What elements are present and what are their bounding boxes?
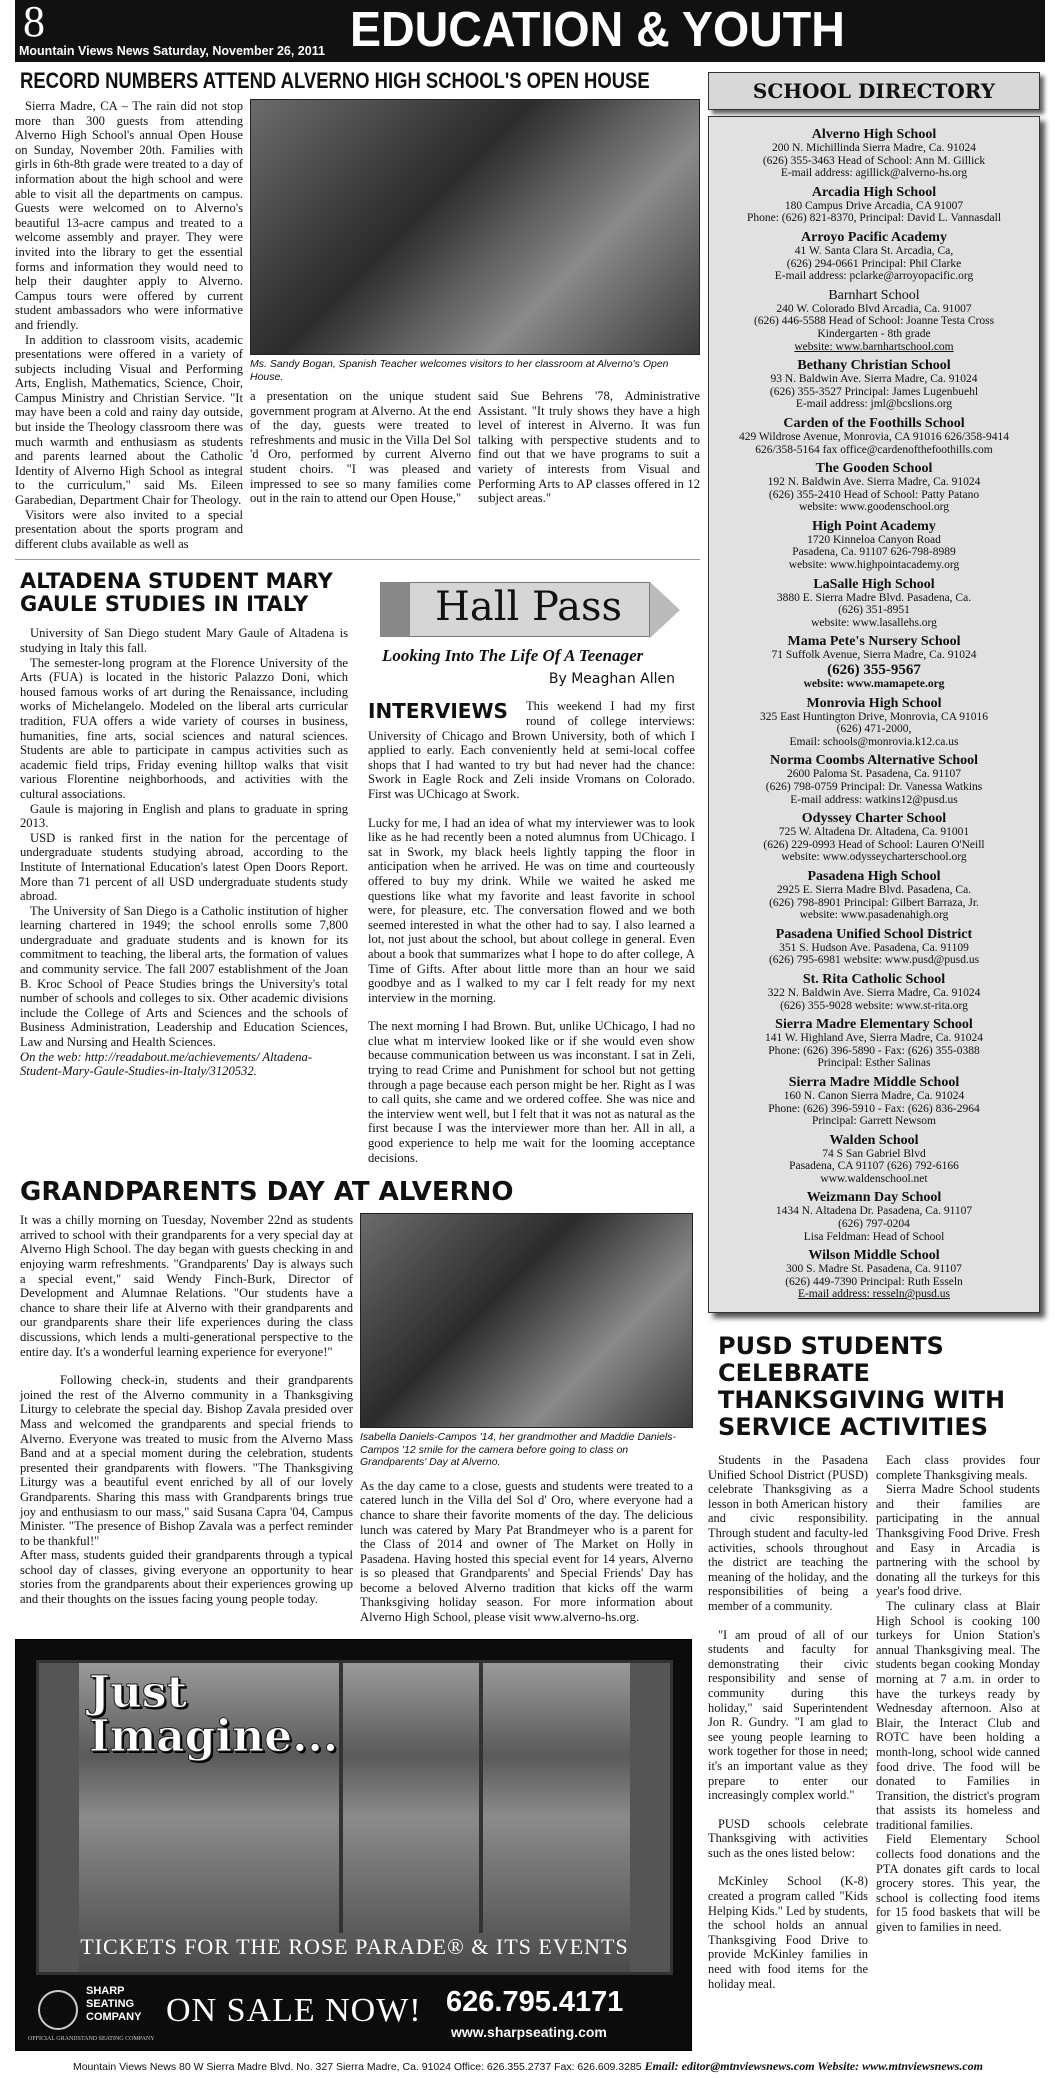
school-detail: 3880 E. Sierra Madre Blvd. Pasadena, Ca. bbox=[776, 591, 972, 604]
school-detail: (626) 797-0204 bbox=[838, 1218, 910, 1231]
pencil-eraser-icon bbox=[380, 582, 410, 637]
school-detail: (626) 798-0759 Principal: Dr. Vanessa Watkins bbox=[765, 781, 983, 793]
directory-entry bbox=[711, 1190, 1037, 1243]
school-detail: 1434 N. Altadena Dr. Pasadena, Ca. 91107 bbox=[775, 1205, 973, 1218]
open-house-col1 bbox=[15, 99, 243, 551]
rose-logo-icon bbox=[38, 1990, 78, 2030]
school-name: Mama Pete's Nursery School bbox=[787, 634, 961, 650]
pencil-tip-icon bbox=[650, 582, 680, 638]
paragraph: Gaule is majoring in English and plans to graduate in spring 2013. bbox=[20, 801, 348, 831]
curtain-right bbox=[630, 1663, 670, 1975]
hall-pass-byline: By Meaghan Allen bbox=[548, 671, 675, 688]
school-name: Arroyo Pacific Academy bbox=[801, 229, 947, 245]
grandparents-paragraph: Following check-in, students and their grandparents joined the rest of the Alverno community in a Thanksgiving Liturgy to celebrate the special day. Bishop Zavala presided over Mass and welcomed the grandparents and special friends to Alverno. Everyone was treated to music from the Alverno Mass Band and at a special moment during the celebration, students presented their grandparents with flowers. "The Thanksgiving Liturgy was a beautiful event enriched by all of our lovely Grandparents. Sharing this mass with Grandparents brings true joy and enthusiasm to our mass," said Susana Capra '04, Campus Minister. "The presence of Bishop Zavala was a perfect reminder to be thankful!" bbox=[20, 1373, 353, 1548]
paragraph: Students in the Pasadena Unified School District (PUSD) celebrate Thanksgiving as a lesson in both American history and civic responsibility. Through student and faculty-led activities, schools throughout the district are teaching the meaning of the holiday, and the responsibilities of being a member of a community. bbox=[708, 1453, 868, 1613]
school-detail[interactable]: website: www.highpointacademy.org bbox=[788, 559, 960, 572]
hall-pass-column bbox=[360, 570, 695, 1165]
school-name: St. Rita Catholic School bbox=[802, 971, 946, 987]
middle-row bbox=[15, 570, 700, 1165]
school-name: High Point Academy bbox=[812, 518, 936, 534]
gaule-body bbox=[20, 626, 348, 1078]
grandparents-body bbox=[15, 1213, 353, 1606]
school-detail: 141 W. Highland Ave, Sierra Madre, Ca. 91024 bbox=[765, 1032, 983, 1045]
paragraph: Sierra Madre School students and their families are participating in the annual Thanksgiving Food Drive. Fresh and Easy in Arcadia is partnering with the school by donating all the turkeys for this year's food drive. bbox=[876, 1482, 1040, 1599]
school-name: Barnhart School bbox=[828, 287, 920, 303]
paragraph: McKinley School (K-8) created a program called "Kids Helping Kids." Led by students, the school holds an annual Thanksgiving Food Drive to provide McKinley families in need with food items for the holiday meal. bbox=[708, 1874, 868, 1991]
grandparents-photo bbox=[360, 1213, 693, 1428]
school-name: Arcadia High School bbox=[811, 184, 937, 200]
divider bbox=[15, 559, 700, 560]
school-detail: (626) 294-0661 Principal: Phil Clarke bbox=[786, 257, 962, 270]
page-number: 8 bbox=[23, 0, 45, 46]
paragraph: Lucky for me, I had an idea of what my interviewer was to look like as he had recently been a noted alumnus from UChicago. I sat in Swork, my black heels lightly tapping the floor in anticipation when he arrived. He was on time and courteously offered to buy my drink. While we waited he asked me questions like what my favorite and least favorite in school were, for pleasure, etc. The conversation flowed and we both seemed interested in what the other had to say. I also learned a lot, not just about the school, but about college in general. Even about a book that summarizes what I hope to do after college, A Time of Gifts. After about little more than an hour we said goodbye and as I walked to my car I felt ready for my next interview in the morning. bbox=[368, 815, 695, 1005]
school-detail[interactable]: E-mail address: watkins12@pusd.us bbox=[790, 793, 958, 806]
school-detail: 180 Campus Drive Arcadia, CA 91007 bbox=[784, 199, 964, 212]
ad-headline: Just Imagine... bbox=[89, 1666, 339, 1762]
school-detail: 1720 Kinneloa Canyon Road bbox=[807, 533, 941, 546]
paragraph: "I am proud of all of our students and faculty for demonstrating their civic responsibility and sense of community during this holiday," said Superintendent Jon R. Gundry. "I am glad to see young people learning to work together for those in need; it's an important value as they prepare to enter our increasingly complex world." bbox=[708, 1627, 868, 1803]
school-detail: 71 Suffolk Avenue, Sierra Madre, Ca. 91024 bbox=[771, 649, 977, 662]
school-name: Pasadena High School bbox=[807, 868, 941, 884]
school-detail: 429 Wildrose Avenue, Monrovia, CA 91016 626/358-9414 bbox=[739, 430, 1009, 443]
school-detail[interactable]: (626) 355-9028 website: www.st-rita.org bbox=[780, 999, 968, 1012]
school-detail: Phone: (626) 396-5910 - Fax: (626) 836-2964 bbox=[768, 1102, 980, 1115]
ad-tickets-text: TICKETS FOR THE ROSE PARADE® & ITS EVENTS bbox=[80, 1933, 629, 1959]
school-detail: (626) 446-5588 Head of School: Joanne Testa Cross bbox=[753, 315, 995, 328]
school-name: The Gooden School bbox=[815, 461, 933, 477]
grandparents-right bbox=[360, 1213, 693, 1624]
directory-entry bbox=[711, 461, 1037, 514]
directory-entry bbox=[711, 1075, 1037, 1128]
school-detail: 160 N. Canon Sierra Madre, Ca. 91024 bbox=[783, 1089, 965, 1102]
directory-entry bbox=[711, 577, 1037, 630]
hall-pass-tagline: Looking Into The Life Of A Teenager bbox=[382, 646, 644, 666]
school-detail: 93 N. Baldwin Ave. Sierra Madre, Ca. 91024 bbox=[770, 373, 978, 386]
hall-pass-title: Hall Pass bbox=[435, 584, 623, 631]
school-name: Sierra Madre Elementary School bbox=[775, 1017, 973, 1033]
school-detail[interactable]: E-mail address: pclarke@arroyopacific.org bbox=[774, 270, 974, 283]
paragraph: PUSD schools celebrate Thanksgiving with activities such as the ones listed below: bbox=[708, 1816, 868, 1860]
school-detail: Pasadena, Ca. 91107 626-798-8989 bbox=[792, 546, 956, 559]
school-detail: (626) 471-2000, bbox=[836, 723, 912, 736]
school-detail[interactable]: website: www.pasadenahigh.org bbox=[799, 909, 949, 922]
open-house-caption: Ms. Sandy Bogan, Spanish Teacher welcomes visitors to her classroom at Alverno's Open House. bbox=[250, 358, 669, 383]
paragraph: Field Elementary School collects food donations and the PTA donates gift cards to local grocery stores. This year, the school is collecting food items for 15 food baskets that will be given to families in need. bbox=[876, 1832, 1040, 1935]
logo-subtitle: OFFICIAL GRANDSTAND SEATING COMPANY bbox=[28, 2035, 155, 2042]
school-detail: 41 W. Santa Clara St. Arcadia, Ca, bbox=[794, 244, 954, 257]
school-directory bbox=[708, 116, 1040, 1313]
grandparents-caption: Isabella Daniels-Campos '14, her grandmother and Maddie Daniels-Campos '12 smile for the camera before going to class on Grandparents' Day at Alverno. bbox=[360, 1431, 677, 1469]
directory-entry bbox=[711, 1017, 1037, 1070]
school-detail: (626) 355-3527 Principal: James Lugenbuehl bbox=[769, 385, 979, 398]
school-name: Norma Coombs Alternative School bbox=[769, 753, 979, 769]
school-detail[interactable]: website: www.goodenschool.org bbox=[798, 501, 950, 514]
directory-entry bbox=[711, 185, 1037, 225]
footer bbox=[0, 2059, 1056, 2078]
school-detail: (626) 229-0993 Head of School: Lauren O'Neill bbox=[763, 838, 985, 851]
directory-entry bbox=[711, 230, 1037, 283]
open-house-right bbox=[250, 99, 700, 506]
open-house-col2: a presentation on the unique student government program at Alverno. At the end of the day, guests were treated to refreshments and music in the Villa Del Sol 'd Oro, performed by current Alverno student choirs. "I was pleased and impressed to see so many families come out in the rain to attend our Open House," bbox=[250, 389, 471, 506]
interviews-headline: INTERVIEWS bbox=[368, 699, 508, 724]
logo-line: SEATING bbox=[86, 1997, 135, 2010]
school-name: Walden School bbox=[829, 1132, 919, 1148]
directory-entry bbox=[711, 358, 1037, 411]
directory-entry bbox=[711, 416, 1037, 456]
school-detail: Phone: (626) 821-8370, Principal: David L. Vannasdall bbox=[746, 212, 1002, 225]
directory-entry bbox=[711, 288, 1037, 353]
directory-title: SCHOOL DIRECTORY bbox=[708, 72, 1040, 110]
school-detail: 325 East Huntington Drive, Monrovia, CA 91016 bbox=[759, 710, 989, 723]
school-name: Bethany Christian School bbox=[797, 358, 951, 374]
school-detail[interactable]: www.waldenschool.net bbox=[820, 1172, 928, 1185]
school-detail: (626) 355-9567 bbox=[827, 662, 921, 679]
school-detail: Principal: Esther Salinas bbox=[817, 1057, 931, 1070]
directory-entry bbox=[711, 634, 1037, 690]
right-column bbox=[708, 66, 1040, 1991]
footer-info: Mountain Views News 80 W Sierra Madre Blvd. No. 327 Sierra Madre, Ca. 91024 Office: 626.355.2737 Fax: 626.609.3285 bbox=[72, 2060, 642, 2073]
school-name: Alverno High School bbox=[811, 127, 937, 142]
paragraph: The University of San Diego is a Catholic institution of higher learning chartered in 1949; the school enrolls some 7,800 undergraduate and graduate students and is known for its commitment to teaching, the liberal arts, the formation of values and community service. The fall 2007 establishment of the Joan B. Kroc School of Peace Studies brings the University's total number of schools and colleges to six. Other academic divisions include the College of Arts and Sciences and the schools of Business Administration, Leadership and Education Sciences, Law and Nursing and Health Sciences. bbox=[20, 903, 348, 1050]
sharp-seating-logo bbox=[86, 1985, 141, 2024]
school-detail: Lisa Feldman: Head of School bbox=[803, 1230, 945, 1243]
directory-entry bbox=[711, 696, 1037, 749]
school-detail[interactable]: (626) 795-6981 website: www.pusd@pusd.us bbox=[768, 954, 980, 967]
school-detail: Pasadena, CA 91107 (626) 792-6166 bbox=[789, 1160, 959, 1173]
paragraph: The next morning I had Brown. But, unlike UChicago, I had no clue what m interview looked like or if she would even show because communication between us was inconstant. I sat in Zeli, trying to read Crime and Punishment for school but not getting through a page because each person might be her. Right as I was to call quits, she came and we ordered coffee. She was nice and the interview went well, but I felt that it was not as natural as the first because I was the interviewer more than her. All in all, a good experience to help me wait for the looming acceptance decisions. bbox=[368, 1019, 695, 1165]
school-detail[interactable]: website: www.lasallehs.org bbox=[811, 616, 937, 629]
school-name: Carden of the Foothills School bbox=[783, 415, 965, 431]
grandparents-headline: GRANDPARENTS DAY AT ALVERNO bbox=[20, 1177, 514, 1208]
paragraph: Sierra Madre, CA – The rain did not stop more than 300 guests from attending Alverno High School's annual Open House on Sunday, November 20th. Families with girls in 6th-8th grade were treated to a day of information about the high school and were able to visit all the departments on campus. Guests were welcomed on to Alverno's beautiful 13-acre campus and treated to a welcome assembly and prayer. They were invited into the library to get the essential forms and information they would need to help their daughter apply to Alverno. Campus tours were offered by current student ambassadors who were informative and friendly. bbox=[15, 99, 243, 332]
open-house-article bbox=[15, 99, 700, 551]
grandparents-article bbox=[15, 1213, 700, 1624]
directory-entry bbox=[711, 519, 1037, 572]
paragraph: The semester-long program at the Florence University of the Arts (FUA) is located in the historic Palazzo Doni, which housed famous works of art during the Renaissance, including works of Michelangelo. Modeled on the liberal arts curricular tradition, FUA offers a wide variety of courses in business, humanities, fine arts, social sciences and natural sciences. Students are able to participate in campus activities such as academic field trips, Friday evening hilltop walks that visit various Florentine neighborhoods, and activities with the cultural associations. bbox=[20, 655, 348, 801]
paragraph: Visitors were also invited to a special presentation about the sports program and different clubs available as well as bbox=[15, 507, 243, 551]
grandparents-closing: As the day came to a close, guests and students were treated to a catered lunch in the Villa del Sol d' Oro, where everyone had a chance to share their favorite moments of the day. The delicious lunch was catered by Mary Pat Brandmeyer who is a parent for the Class of 2014 and owner of The Market on Holly in Pasadena. Having hosted this special event for 14 years, Alverno is so pleased that Grandparents' and Special Friends' Day has become a beloved Alverno tradition that kicks off the warm Thanksgiving holiday season. For more information about Alverno High School, please visit www.alverno-hs.org. bbox=[360, 1478, 693, 1625]
open-house-headline: RECORD NUMBERS ATTEND ALVERNO HIGH SCHOOL'S OPEN HOUSE bbox=[20, 68, 650, 93]
school-detail: Principal: Garrett Newsom bbox=[812, 1115, 936, 1128]
pusd-col2 bbox=[876, 1453, 1040, 1935]
directory-entry bbox=[711, 127, 1037, 180]
directory-entry bbox=[711, 1133, 1037, 1186]
school-detail: (626) 355-2410 Head of School: Patty Patano bbox=[768, 488, 980, 501]
left-column bbox=[15, 66, 700, 2051]
paragraph: In addition to classroom visits, academic presentations were offered in a variety of subjects including Visual and Performing Arts, English, Mathematics, Science, Choir, Campus Ministry and Christian Service. "It may have been a cold and rainy day outside, but inside the Theology classroom there was much warmth and enthusiasm as students and parents learned about the Catholic Identity of Alverno High School as integral to the curriculum," said Ms. Eileen Garabedian, Department Chair for Theology. bbox=[15, 332, 243, 508]
school-detail[interactable]: E-mail address: jml@bcslions.org bbox=[795, 398, 953, 411]
curtain-left bbox=[39, 1663, 79, 1975]
directory-entry bbox=[711, 927, 1037, 967]
logo-line: COMPANY bbox=[86, 2010, 142, 2023]
school-detail: (626) 355-3463 Head of School: Ann M. Gillick bbox=[762, 154, 986, 167]
school-detail: 725 W. Altadena Dr. Altadena, Ca. 91001 bbox=[778, 826, 970, 839]
school-detail: Kindergarten - 8th grade bbox=[817, 327, 931, 340]
gaule-paragraphs bbox=[20, 626, 348, 1049]
masthead bbox=[15, 0, 1045, 62]
school-detail[interactable]: website: www.mamapete.org bbox=[803, 678, 945, 691]
school-detail: (626) 798-8901 Principal: Gilbert Barraza, Jr. bbox=[769, 896, 979, 909]
footer-contact[interactable]: Email: editor@mtnviewsnews.com Website: www.mtnviewsnews.com bbox=[644, 2058, 984, 2073]
school-detail: (626) 351-8951 bbox=[838, 604, 910, 617]
gaule-article bbox=[15, 570, 348, 1078]
paragraph: University of San Diego student Mary Gaule of Altadena is studying in Italy this fall. bbox=[20, 626, 348, 655]
school-detail: 300 S. Madre St. Pasadena, Ca. 91107 bbox=[786, 1263, 962, 1276]
paragraph: USD is ranked first in the nation for the percentage of undergraduate students studying abroad, according to the Institute of International Education's latest Open Doors Report. More than 71 percent of all USD undergraduate students study abroad. bbox=[20, 830, 348, 904]
school-name: Wilson Middle School bbox=[808, 1248, 940, 1264]
pusd-col1 bbox=[708, 1453, 868, 1991]
school-detail: (626) 449-7390 Principal: Ruth Esseln bbox=[785, 1275, 963, 1288]
pusd-headline: PUSD STUDENTS CELEBRATE THANKSGIVING WITH SERVICE ACTIVITIES bbox=[718, 1332, 1006, 1442]
school-detail: 351 S. Hudson Ave. Pasadena, Ca. 91109 bbox=[779, 941, 969, 954]
directory-entry bbox=[711, 753, 1037, 806]
school-name: Monrovia High School bbox=[806, 695, 942, 711]
interviews-body bbox=[360, 699, 695, 1165]
school-detail: 2925 E. Sierra Madre Blvd. Pasadena, Ca. bbox=[776, 883, 972, 896]
school-detail: 2600 Paloma St. Pasadena, Ca. 91107 bbox=[787, 768, 961, 781]
open-house-col3: said Sue Behrens '78, Administrative Assistant. "It truly shows they have a high level of interest in Alverno. It was fun talking with perspective students and to find out that we have programs to suit a variety of interests from Visual and Performing Arts to AP classes offered in 12 subject areas." bbox=[478, 389, 700, 506]
ad-website[interactable]: www.sharpseating.com bbox=[451, 2023, 607, 2040]
school-detail: 74 S San Gabriel Blvd bbox=[822, 1147, 926, 1160]
directory-entry bbox=[711, 972, 1037, 1012]
section-title: EDUCATION & YOUTH bbox=[350, 3, 845, 57]
paragraph: Each class provides four complete Thanksgiving meals. bbox=[876, 1453, 1040, 1482]
logo-line: SHARP bbox=[86, 1984, 125, 1997]
window-frame bbox=[479, 1663, 483, 1933]
school-detail[interactable]: website: www.odysseycharterschool.org bbox=[781, 851, 967, 864]
publication-date: Mountain Views News Saturday, November 26, 2011 bbox=[19, 44, 325, 58]
school-detail: 240 W. Colorado Blvd Arcadia, Ca. 91007 bbox=[776, 302, 972, 315]
interviews-paragraphs bbox=[368, 699, 695, 1165]
school-detail[interactable]: E-mail address: agillick@alverno-hs.org bbox=[780, 167, 968, 180]
gaule-web-link: On the web: http://readabout.me/achievements/ Altadena-Student-Mary-Gaule-Studies-in-Italy/3120532. bbox=[20, 1049, 313, 1079]
grandparents-paragraph: It was a chilly morning on Tuesday, November 22nd as students arrived to school with their grandparents for a very special day at Alverno High School. The day began with guests checking in and enjoying warm refreshments. "Grandparents' Day is always such a special event," said Wendy Finch-Burk, Director of Development and Alumnae Relations. "Our students have a chance to share their life at Alverno with their grandparents and our grandparents share their life experiences during the class discussions, which lends a multi-generational perspective to the entire day. It's a wonderful learning experience for everyone!" bbox=[20, 1213, 353, 1359]
ad-on-sale: ON SALE NOW! bbox=[166, 1991, 422, 2029]
ad-parade-image bbox=[36, 1660, 673, 1975]
school-detail: Phone: (626) 396-5890 - Fax: (626) 355-0388 bbox=[768, 1044, 980, 1057]
school-name: Odyssey Charter School bbox=[801, 811, 947, 827]
ad-phone: 626.795.4171 bbox=[446, 1985, 624, 2018]
school-detail: 200 N. Michillinda Sierra Madre, Ca. 91024 bbox=[771, 142, 977, 154]
grandparents-paragraph: After mass, students guided their grandparents through a typical school day of classes, giving everyone an opportunity to hear stories from the grandparents about their experiences growing up and their thoughts on the issues facing young people today. bbox=[20, 1548, 353, 1607]
school-name: Sierra Madre Middle School bbox=[788, 1074, 960, 1090]
gaule-headline: ALTADENA STUDENT MARY GAULE STUDIES IN ITALY bbox=[20, 569, 333, 617]
school-detail: 192 N. Baldwin Ave. Sierra Madre, Ca. 91024 bbox=[767, 476, 981, 489]
open-house-photo bbox=[250, 99, 700, 355]
school-detail: 322 N. Baldwin Ave. Sierra Madre, Ca. 91024 bbox=[767, 986, 981, 999]
school-name: Weizmann Day School bbox=[806, 1190, 942, 1206]
school-name: LaSalle High School bbox=[813, 576, 935, 592]
open-house-headline-wrap bbox=[20, 68, 700, 96]
school-detail[interactable]: E-mail address: resseln@pusd.us bbox=[797, 1288, 951, 1301]
school-detail[interactable]: Email: schools@monrovia.k12.ca.us bbox=[789, 735, 959, 748]
directory-entry bbox=[711, 1248, 1037, 1301]
rose-parade-ad bbox=[15, 1639, 692, 2051]
school-detail[interactable]: 626/358-5164 fax office@cardenofthefoothills.com bbox=[755, 443, 993, 456]
paragraph: This weekend I had my first round of college interviews: University of Chicago and Brown University, both of which I applied to early. Each conveniently held at semi-local coffee shops that I had wanted to try but had never had the chance: Swork in Eagle Rock and Zeli inside Vromans on Colorado. First was UChicago at Swork. bbox=[368, 699, 695, 801]
directory-entry bbox=[711, 811, 1037, 864]
paragraph: The culinary class at Blair High School is cooking 100 turkeys for Union Station's annual Thanksgiving meal. The students began cooking Monday morning at 7 a.m. in order to have the turkeys ready by Wednesday afternoon. Also at Blair, the Interact Club and ROTC have been holding a month-long, school wide canned food drive. The food will be donated to Families in Transition, the district's program that assists its homeless and traditional families. bbox=[876, 1598, 1040, 1832]
directory-entry bbox=[711, 869, 1037, 922]
hall-pass-logo bbox=[360, 570, 695, 695]
school-name: Pasadena Unified School District bbox=[775, 926, 973, 942]
school-detail[interactable]: website: www.barnhartschool.com bbox=[794, 340, 954, 353]
